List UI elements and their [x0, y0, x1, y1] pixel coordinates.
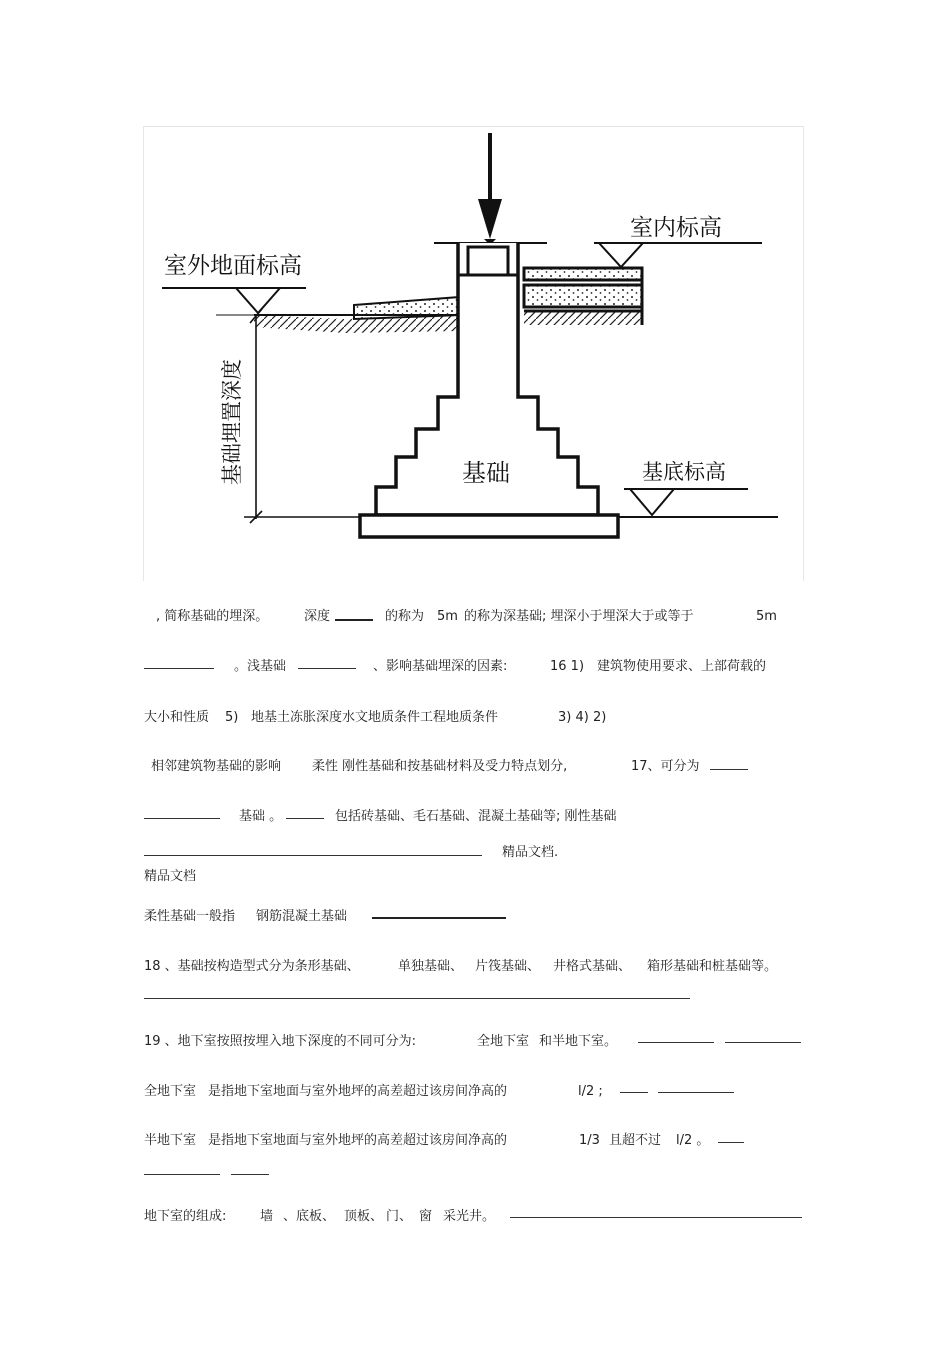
text-fragment: 墙 — [260, 1209, 274, 1224]
text-fragment: 片筏基础、 — [475, 959, 541, 974]
fill-blank — [510, 1217, 802, 1218]
text-fragment: 顶板、 — [344, 1209, 384, 1224]
text-fragment: 地下室的组成: — [144, 1209, 227, 1224]
text-line-7 — [0, 867, 950, 887]
fill-blank — [372, 917, 506, 919]
text-line-13 — [0, 1207, 950, 1227]
text-fragment: 全地下室 — [477, 1034, 530, 1049]
text-fragment: 3) 4) 2) — [558, 710, 607, 725]
text-line-12 — [0, 1131, 950, 1151]
text-fragment: 单独基础、 — [398, 959, 464, 974]
text-fragment: 半地下室 — [144, 1133, 197, 1148]
text-fragment: 。浅基础 — [234, 659, 287, 674]
text-fragment: 5m — [756, 609, 777, 624]
fill-blank — [231, 1174, 269, 1175]
depth-label: 基础埋置深度 — [220, 359, 244, 485]
fill-blank — [710, 769, 748, 770]
text-line-11 — [0, 1082, 950, 1102]
text-fragment: 16 1) — [550, 659, 585, 674]
text-fragment: , 简称基础的埋深。 — [156, 609, 269, 624]
text-fragment: 是指地下室地面与室外地坪的高差超过该房间净高的 — [208, 1084, 508, 1099]
text-fragment: 、底板、 — [283, 1209, 336, 1224]
foundation-diagram — [144, 127, 805, 582]
indoor-elevation-symbol — [594, 243, 762, 267]
fill-blank — [718, 1142, 744, 1143]
text-fragment: 钢筋混凝土基础 — [256, 909, 348, 924]
text-line-1 — [0, 607, 950, 627]
text-line-3 — [0, 708, 950, 728]
text-line-4 — [0, 757, 950, 777]
text-fragment: 深度 — [304, 609, 331, 624]
text-fragment: 的称为 — [385, 609, 425, 624]
text-fragment: 地基土冻胀深度水文地质条件工程地质条件 — [251, 710, 499, 725]
text-fragment: 采光井。 — [443, 1209, 496, 1224]
fill-blank — [725, 1042, 801, 1043]
fill-blank — [658, 1092, 734, 1093]
text-fragment: 包括砖基础、毛石基础、混凝土基础等; 刚性基础 — [335, 809, 617, 824]
indoor-floor-layers — [524, 268, 642, 325]
text-line-9 — [0, 957, 950, 977]
text-fragment: 柔性 刚性基础和按基础材料及受力特点划分, — [312, 759, 568, 774]
indoor-elevation-label: 室内标高 — [630, 215, 722, 241]
text-fragment: 的称为深基础; 埋深小于埋深大于或等于 — [464, 609, 694, 624]
text-fragment: 大小和性质 — [144, 710, 210, 725]
fill-blank — [144, 855, 482, 856]
footer-watermark-text: 精品文档. — [502, 845, 559, 860]
text-line-10 — [0, 1032, 950, 1052]
base-elevation-symbol — [618, 489, 778, 517]
text-fragment: 柔性基础一般指 — [144, 909, 236, 924]
text-fragment: 、影响基础埋深的因素: — [373, 659, 508, 674]
text-fragment: 全地下室 — [144, 1084, 197, 1099]
foundation-figure — [143, 126, 804, 581]
text-fragment: 是指地下室地面与室外地坪的高差超过该房间净高的 — [208, 1133, 508, 1148]
text-fragment: l/2 。 — [676, 1133, 710, 1148]
fill-blank — [638, 1042, 714, 1043]
text-fragment: 基础 。 — [239, 809, 283, 824]
text-fragment: 箱形基础和桩基础等。 — [647, 959, 778, 974]
fill-blank — [144, 818, 220, 819]
text-line-2 — [0, 657, 950, 677]
fill-blank — [335, 619, 373, 621]
outdoor-elevation-label: 室外地面标高 — [164, 253, 302, 279]
text-fragment: 门、 — [386, 1209, 413, 1224]
text-line-5 — [0, 807, 950, 827]
fill-blank — [620, 1092, 648, 1093]
text-fragment: 相邻建筑物基础的影响 — [151, 759, 282, 774]
fill-blank — [286, 818, 324, 819]
text-fragment: 17、可分为 — [631, 759, 700, 774]
text-fragment: 且超不过 — [609, 1133, 662, 1148]
fill-blank — [144, 668, 214, 669]
fill-blank — [298, 668, 356, 669]
text-fragment: 18 、基础按构造型式分为条形基础、 — [144, 959, 360, 974]
text-fragment: 19 、地下室按照按埋入地下深度的不同可分为: — [144, 1034, 417, 1049]
fill-blank — [144, 998, 690, 999]
text-fragment: 和半地下室。 — [539, 1034, 618, 1049]
fill-blank — [144, 1174, 220, 1175]
text-fragment: 5m — [437, 609, 458, 624]
load-arrow — [478, 133, 502, 245]
text-fragment: l/2 ; — [578, 1084, 603, 1099]
text-line-6 — [0, 843, 950, 863]
text-fragment: 5) — [225, 710, 239, 725]
header-watermark-text: 精品文档 — [144, 869, 197, 884]
text-fragment: 1/3 — [579, 1133, 600, 1148]
outdoor-elevation-symbol — [162, 288, 306, 313]
text-fragment: 窗 — [419, 1209, 433, 1224]
foundation-label: 基础 — [462, 459, 510, 487]
base-elevation-label: 基底标高 — [642, 460, 726, 484]
text-fragment: 建筑物使用要求、上部荷载的 — [597, 659, 767, 674]
text-fragment: 井格式基础、 — [553, 959, 632, 974]
